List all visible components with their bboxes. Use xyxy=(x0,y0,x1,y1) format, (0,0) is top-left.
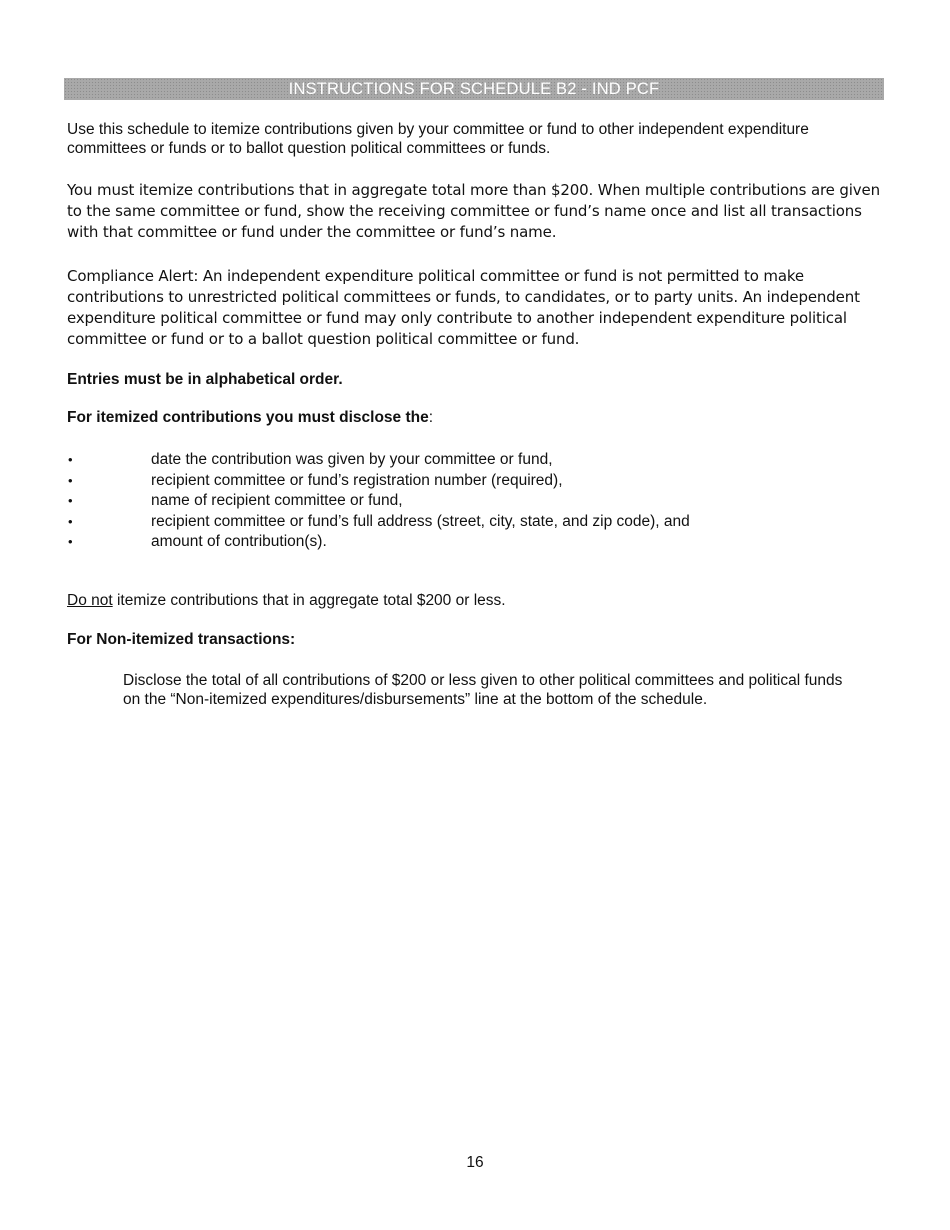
do-not-text: itemize contributions that in aggregate total $200 or less. xyxy=(112,592,506,609)
non-itemized-body: Disclose the total of all contributions of $200 or less given to other political committees and political funds on the “Non-itemized expenditures/disbursements” line at the bottom of the schedule. xyxy=(123,672,843,708)
list-item xyxy=(67,491,690,512)
section-title: INSTRUCTIONS FOR SCHEDULE B2 - IND PCF xyxy=(288,79,660,98)
bullet-icon: • xyxy=(68,534,73,549)
list-item-text: date the contribution was given by your committee or fund, xyxy=(151,451,553,468)
section-header-bar xyxy=(64,78,884,100)
bullet-icon: • xyxy=(68,472,73,488)
disclose-heading-text: For itemized contributions you must disclose the xyxy=(67,409,429,426)
list-item-text: recipient committee or fund’s full address (street, city, state, and zip code), and xyxy=(151,512,690,530)
list-item xyxy=(67,471,690,492)
list-item-text: amount of contribution(s). xyxy=(151,533,327,550)
do-not-emphasis: Do not xyxy=(67,592,113,609)
disclosure-list xyxy=(67,450,690,553)
bullet-icon: • xyxy=(68,493,73,508)
do-not-itemize-paragraph xyxy=(67,591,887,610)
list-item xyxy=(67,512,690,533)
disclose-heading xyxy=(67,408,887,427)
non-itemized-heading: For Non-itemized transactions: xyxy=(67,631,296,648)
page-number: 16 xyxy=(466,1154,484,1171)
intro-paragraph: Use this schedule to itemize contributions given by your committee or fund to other independent expenditure committees or funds or to ballot question political committees or funds. xyxy=(67,121,809,157)
bullet-icon: • xyxy=(68,452,73,467)
disclose-heading-colon: : xyxy=(428,409,434,426)
list-item-text: recipient committee or fund’s registration number (required), xyxy=(151,471,563,489)
compliance-alert-paragraph: Compliance Alert: An independent expenditure political committee or fund is not permitted to make contributions to unrestricted political committees or funds, to candidates, or to party units. An independent expenditure political committee or fund may only contribute to another independent expenditure political committee or fund or to a ballot question political committee or fund. xyxy=(67,267,860,348)
list-item xyxy=(67,532,690,553)
list-item xyxy=(67,450,690,471)
itemize-rule-paragraph: You must itemize contributions that in aggregate total more than $200. When multiple contributions are given to the same committee or fund, show the receiving committee or fund’s name once and list all transactions with that committee or fund under the committee or fund’s name. xyxy=(67,181,880,241)
bullet-icon: • xyxy=(68,513,73,529)
alphabetical-note: Entries must be in alphabetical order. xyxy=(67,371,343,388)
list-item-text: name of recipient committee or fund, xyxy=(151,492,403,509)
